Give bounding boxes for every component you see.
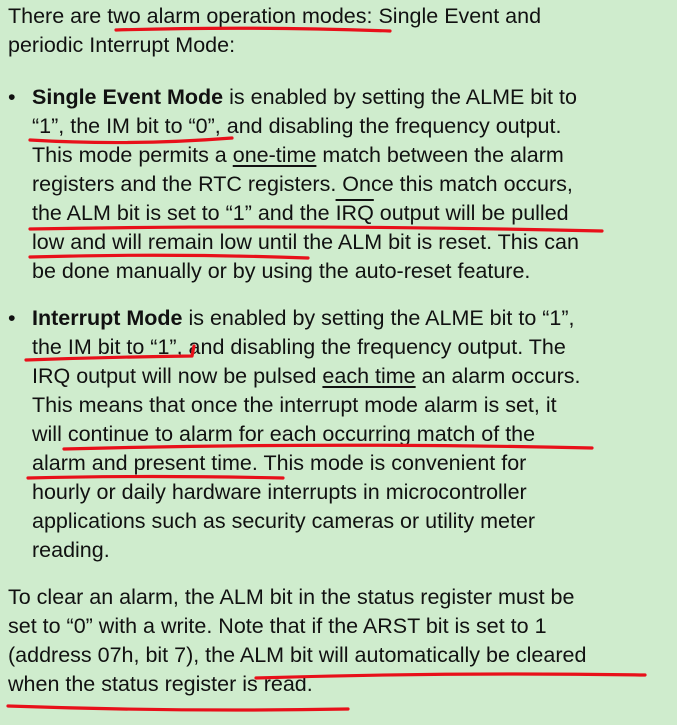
single-event-text: Single Event Mode is enabled by setting the ALME bit to “1”, the IM bit to “0”, and disabling the frequency output. This mode permits a one-time match between the alarm registers and the RTC registers. Once this match occurs, the ALM bit is set to “1” and the $\overline{IRQ}$ output will be pulled low and will remain low until the ALM bit is reset. This can be done manually or by using the auto-reset feature. xyxy=(32,85,579,283)
irq-overlined: $\overline{IRQ}$ xyxy=(335,201,374,225)
bullet-dot: • xyxy=(8,306,16,330)
interrupt-mode-title: Interrupt Mode xyxy=(32,306,183,330)
annotation-underline xyxy=(8,706,348,710)
one-time-underlined: one-time xyxy=(232,143,317,167)
interrupt-mode-text: Interrupt Mode is enabled by setting the ALME bit to “1”, the IM bit to “1”, and disabling the frequency output. The IRQ output will now be pulsed each time an alarm occurs. This means that once the interrupt mode alarm is set, it will continue to alarm for each occurring match of the alarm and present time. This mode is convenient for hourly or daily hardware interrupts in microcontroller applications such as security cameras or utility meter reading. xyxy=(32,306,581,562)
bullet-dot: • xyxy=(8,85,16,109)
closing-paragraph: To clear an alarm, the ALM bit in the status register must be set to “0” with a write. Note that if the ARST bit is set to 1 (address 07h, bit 7), the ALM bit will automatically be cleared when the status register is read. xyxy=(8,585,587,696)
two-modes-phrase: two alarm operation modes xyxy=(107,4,367,28)
single-event-title: Single Event Mode xyxy=(32,85,224,109)
intro-line-2: periodic Interrupt Mode: xyxy=(8,33,236,57)
intro-line-1: There are two alarm operation modes: Single Event and xyxy=(8,4,542,28)
intro-paragraph xyxy=(8,2,668,60)
each-time-underlined: each time xyxy=(322,364,416,388)
